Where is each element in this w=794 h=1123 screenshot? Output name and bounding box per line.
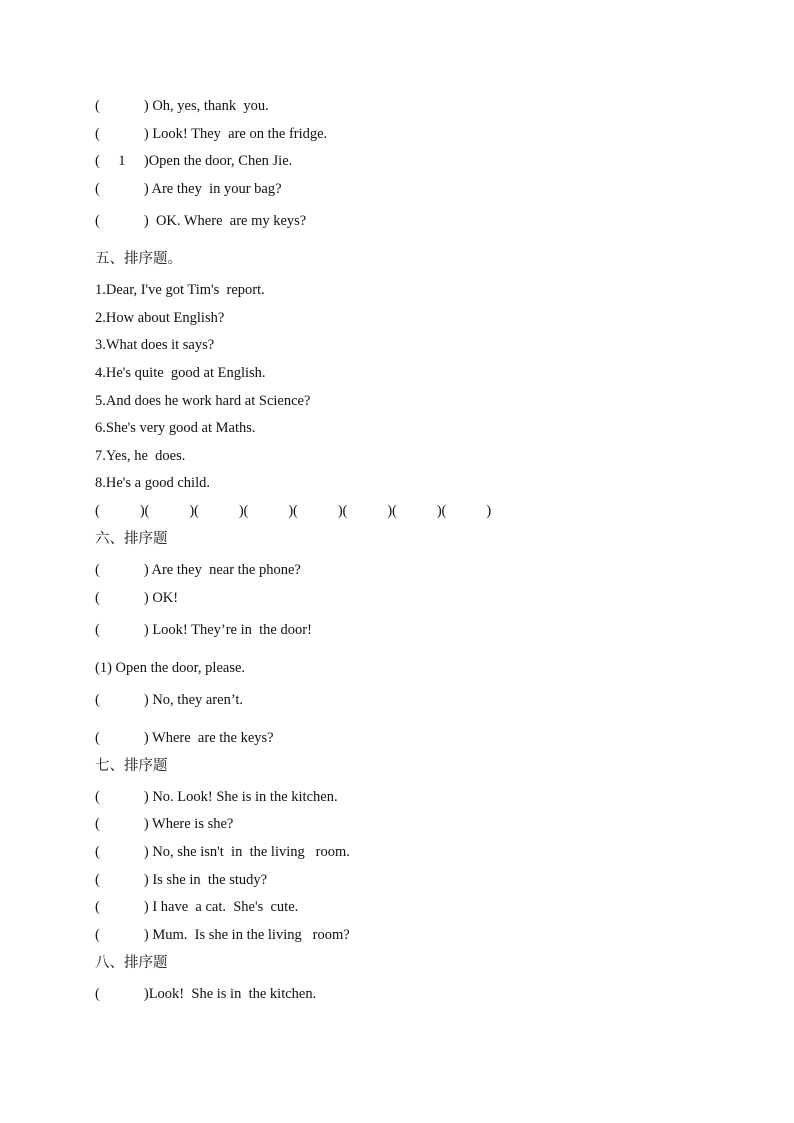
section-title: 八、排序题 <box>95 955 168 971</box>
sentence: Look! She is in the kitchen. <box>148 986 317 1002</box>
question-line: ( ) No. Look! She is in the kitchen. <box>95 789 338 805</box>
answer-row <box>95 502 491 520</box>
question-line: ( ) Look! They are on the fridge. <box>95 126 328 142</box>
answer-slot[interactable]: ( ) <box>144 503 195 519</box>
sentence: 6.She's very good at Maths. <box>95 420 256 436</box>
question-line: ( ) Mum. Is she in the living room? <box>95 927 350 943</box>
sentence: 1.Dear, I've got Tim's report. <box>95 282 265 298</box>
question-line: ( ) OK! <box>95 590 179 606</box>
question-line: ( ) OK. Where are my keys? <box>95 213 307 229</box>
answer-slot[interactable]: ( ) <box>95 503 145 519</box>
answer-slot[interactable]: ( ) <box>194 503 244 519</box>
sentence: Oh, yes, thank you. <box>152 98 269 114</box>
sentence: I have a cat. She's cute. <box>152 899 299 915</box>
question-line: ( ) Oh, yes, thank you. <box>95 98 269 114</box>
section-title: 七、排序题 <box>95 758 168 774</box>
question-line: ( ) I have a cat. She's cute. <box>95 899 299 915</box>
sentence: 2.How about English? <box>95 310 225 326</box>
question-line: ( ) Look! They’re in the door! <box>95 622 312 638</box>
sentence: No, she isn't in the living room. <box>152 844 350 860</box>
sentence: Is she in the study? <box>152 872 268 888</box>
sentence: 8.He's a good child. <box>95 475 210 491</box>
question-line: ( 1 )Open the door, Chen Jie. <box>95 153 293 169</box>
question-line: ( ) Are they in your bag? <box>95 181 282 197</box>
sentence: Are they near the phone? <box>151 562 301 578</box>
sentence: 5.And does he work hard at Science? <box>95 393 311 409</box>
section-title: 五、排序题。 <box>95 251 182 267</box>
sentence: Are they in your bag? <box>151 181 282 197</box>
sentence: OK. Where are my keys? <box>152 213 307 229</box>
sentence: 4.He's quite good at English. <box>95 365 266 381</box>
sentence: No, they aren’t. <box>152 692 244 708</box>
question-line: ( ) Are they near the phone? <box>95 562 301 578</box>
sentence: Look! They are on the fridge. <box>152 126 328 142</box>
sentence: Look! They’re in the door! <box>152 622 312 638</box>
sentence: No. Look! She is in the kitchen. <box>152 789 338 805</box>
question-line <box>95 659 245 677</box>
sentence: Where are the keys? <box>152 730 274 746</box>
question-line: ( )Look! She is in the kitchen. <box>95 986 317 1002</box>
sentence: Open the door, Chen Jie. <box>148 153 293 169</box>
answer-slot[interactable]: ( ) <box>342 503 393 519</box>
sentence: 3.What does it says? <box>95 337 215 353</box>
given-label: (1) <box>95 660 112 676</box>
sentence: Open the door, please. <box>115 660 246 676</box>
answer-slot[interactable]: ( ) <box>293 503 343 519</box>
sentence: Where is she? <box>152 816 234 832</box>
answer-slot[interactable]: ( ) <box>392 503 442 519</box>
sentence: OK! <box>152 590 179 606</box>
answer-slot[interactable]: ( ) <box>441 503 492 519</box>
answer-blank[interactable]: 1 <box>118 153 126 169</box>
answer-slot[interactable]: ( ) <box>243 503 294 519</box>
question-line: ( ) No, they aren’t. <box>95 692 244 708</box>
question-line: ( ) No, she isn't in the living room. <box>95 844 350 860</box>
sentence: Mum. Is she in the living room? <box>152 927 350 943</box>
question-line: ( ) Where are the keys? <box>95 730 274 746</box>
sentence: 7.Yes, he does. <box>95 448 186 464</box>
section-title: 六、排序题 <box>95 531 168 547</box>
question-line: ( ) Is she in the study? <box>95 872 268 888</box>
question-line: ( ) Where is she? <box>95 816 234 832</box>
